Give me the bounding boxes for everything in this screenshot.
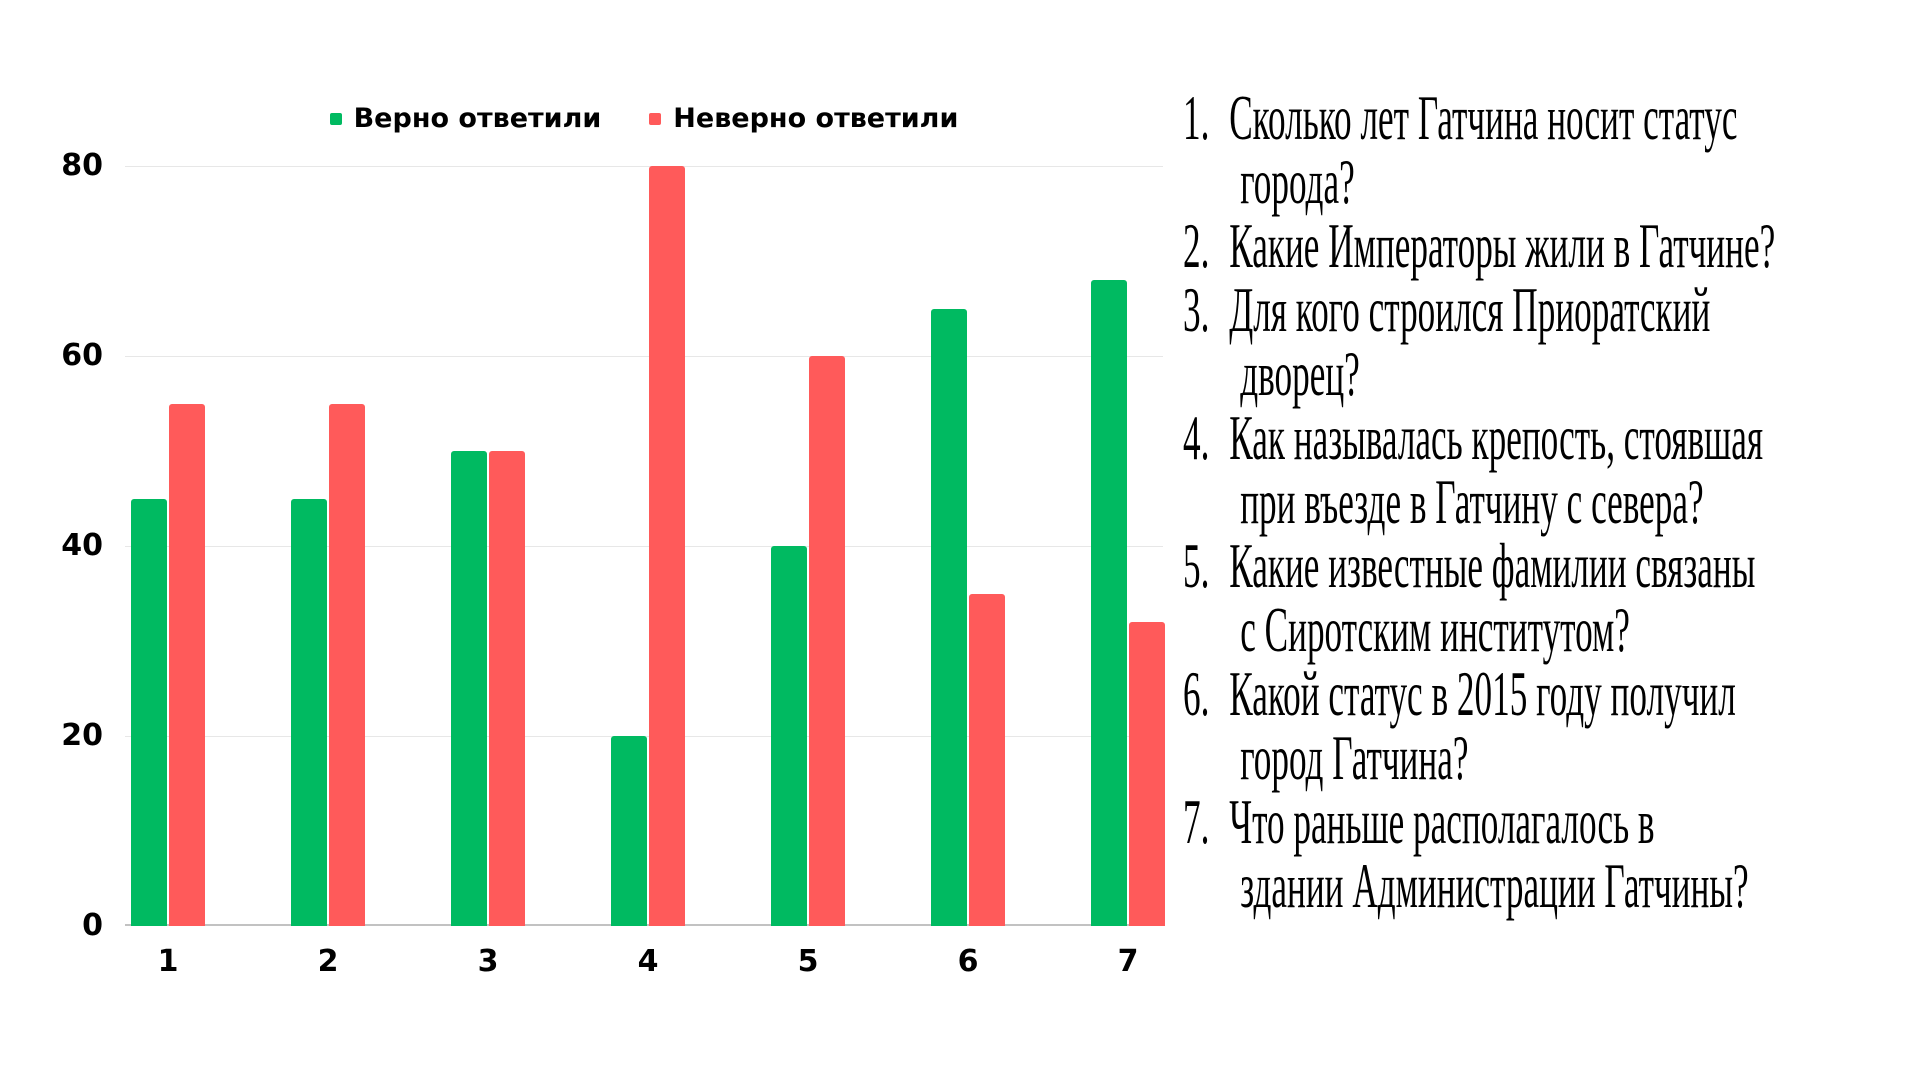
question-number: 3. — [1183, 274, 1210, 345]
bar-group — [771, 356, 845, 926]
legend-label: Неверно ответили — [673, 103, 959, 134]
question-number: 4. — [1183, 402, 1210, 473]
bar-incorrect-cat3 — [489, 451, 525, 926]
bar-incorrect-cat2 — [329, 404, 365, 927]
bar-incorrect-cat6 — [969, 594, 1005, 927]
x-axis-category-label: 7 — [1117, 944, 1139, 979]
question-line-first — [1183, 530, 1920, 601]
bar-chart — [61, 147, 1163, 979]
bar-correct-cat3 — [451, 451, 487, 926]
question-line-first — [1183, 402, 1920, 473]
question-number: 2. — [1183, 210, 1210, 281]
bar-group — [291, 404, 365, 927]
bar-correct-cat5 — [771, 546, 807, 926]
chart-legend — [125, 103, 1163, 134]
question-number: 7. — [1183, 786, 1210, 857]
x-axis-category-label: 3 — [477, 944, 499, 979]
x-axis-category-label: 5 — [797, 944, 819, 979]
x-axis-category-label: 2 — [317, 944, 339, 979]
question-item — [1183, 210, 1920, 281]
question-text: Какие известные фамилии связаны — [1229, 530, 1756, 601]
questions-list — [1183, 82, 1920, 921]
question-item — [1183, 786, 1920, 921]
legend-item — [649, 103, 958, 134]
x-axis-category-label: 1 — [157, 944, 179, 979]
bar-correct-cat7 — [1091, 280, 1127, 926]
question-item — [1183, 274, 1920, 409]
question-text: Сколько лет Гатчина носит статус — [1229, 82, 1738, 153]
legend-label: Верно ответили — [353, 103, 602, 134]
question-item — [1183, 658, 1920, 793]
y-axis-tick-label: 0 — [82, 907, 103, 943]
question-number: 5. — [1183, 530, 1210, 601]
legend-marker-icon — [330, 113, 342, 125]
y-axis-tick-label: 20 — [61, 717, 103, 753]
question-line-cont: с Сиротским институтом? — [1240, 594, 1630, 665]
question-item — [1183, 530, 1920, 665]
question-line-cont: здании Администрации Гатчины? — [1240, 850, 1749, 921]
bar-group — [931, 309, 1005, 927]
bar-group — [131, 404, 205, 927]
question-line-first — [1183, 274, 1920, 345]
y-axis-tick-label: 40 — [61, 527, 103, 563]
x-axis-category-label: 4 — [637, 944, 659, 979]
bar-correct-cat6 — [931, 309, 967, 927]
question-text: Для кого строился Приоратский — [1229, 274, 1711, 345]
legend-item — [330, 103, 602, 134]
question-text: Что раньше располагалось в — [1229, 786, 1655, 857]
bar-group — [611, 166, 685, 926]
bar-correct-cat4 — [611, 736, 647, 926]
bar-correct-cat2 — [291, 499, 327, 927]
question-item — [1183, 402, 1920, 537]
y-axis-tick-label: 60 — [61, 337, 103, 373]
bar-incorrect-cat4 — [649, 166, 685, 926]
bar-incorrect-cat5 — [809, 356, 845, 926]
question-text: Какой статус в 2015 году получил — [1229, 658, 1736, 729]
bar-incorrect-cat1 — [169, 404, 205, 927]
question-line-cont: город Гатчина? — [1240, 722, 1469, 793]
bar-correct-cat1 — [131, 499, 167, 927]
legend-marker-icon — [649, 113, 661, 125]
bar-group — [451, 451, 525, 926]
bar-incorrect-cat7 — [1129, 622, 1165, 926]
bar-group — [1091, 280, 1165, 926]
question-line-first — [1183, 658, 1920, 729]
x-axis-category-label: 6 — [957, 944, 979, 979]
question-number: 1. — [1183, 82, 1210, 153]
y-axis-tick-label: 80 — [61, 147, 103, 183]
question-text: Как называлась крепость, стоявшая — [1229, 402, 1764, 473]
question-number: 6. — [1183, 658, 1210, 729]
question-item — [1183, 82, 1920, 217]
question-line-cont: города? — [1240, 146, 1355, 217]
question-line-cont: дворец? — [1240, 338, 1360, 409]
question-line-first — [1183, 210, 1920, 281]
question-line-first — [1183, 786, 1920, 857]
question-text: Какие Императоры жили в Гатчине? — [1229, 210, 1776, 281]
question-line-cont: при въезде в Гатчину с севера? — [1240, 466, 1704, 537]
question-line-first — [1183, 82, 1920, 153]
